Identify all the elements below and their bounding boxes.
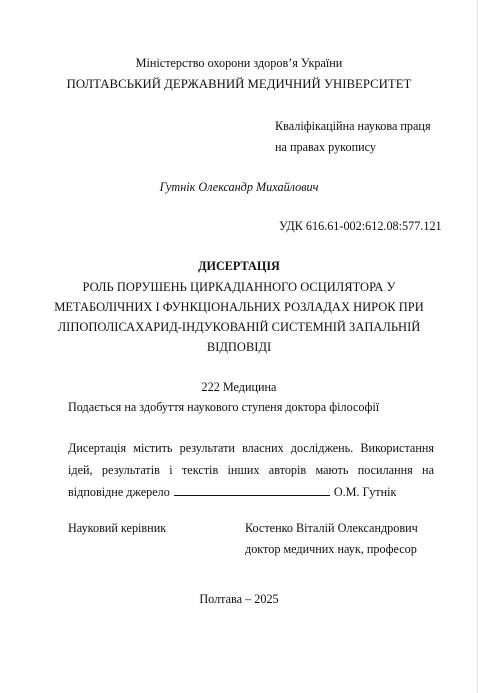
degree-statement: Подається на здобуття наукового ступеня доктора філософії [68,400,380,414]
specialty: 222 Медицина [201,380,277,394]
title-line-3: ЛІПОПОЛІСАХАРИД-ІНДУКОВАНІЙ СИСТЕМНІЙ ЗАПАЛЬНІЙ [57,320,421,334]
title-line-1: РОЛЬ ПОРУШЕНЬ ЦИРКАДІАННОГО ОСЦИЛЯТОРА У [82,280,396,294]
work-type-line-2: на правах рукопису [275,140,376,154]
ministry-name: Міністерство охорони здоров’я України [135,56,343,70]
author-name: Гутнік Олександр Михайлович [159,180,319,194]
university-name: ПОЛТАВСЬКИЙ ДЕРЖАВНИЙ МЕДИЧНИЙ УНІВЕРСИТЕТ [66,77,412,91]
supervisor-label: Науковий керівник [68,521,167,535]
supervisor-name: Костенко Віталій Олександрович [245,521,418,535]
originality-signer: О.М. Гутнік [333,485,397,499]
dissertation-label: ДИСЕРТАЦІЯ [198,259,280,273]
title-line-2: МЕТАБОЛІЧНИХ І ФУНКЦІОНАЛЬНИХ РОЗЛАДАХ НИРОК ПРИ [54,300,424,314]
originality-text: Дисертація містить результати власних досліджень. Використання ідей, результатів і текстів інших авторів мають посилання на відповідне джерело [68,441,434,499]
place-year: Полтава – 2025 [199,592,279,606]
originality-statement [68,437,434,503]
udc-code: УДК 616.61-002:612.08:577.121 [279,219,442,233]
work-type-line-1: Кваліфікаційна наукова праця [275,119,431,133]
signature-line [174,484,330,496]
title-line-4: ВІДПОВІДІ [206,340,272,354]
supervisor-credentials: доктор медичних наук, професор [245,542,417,556]
